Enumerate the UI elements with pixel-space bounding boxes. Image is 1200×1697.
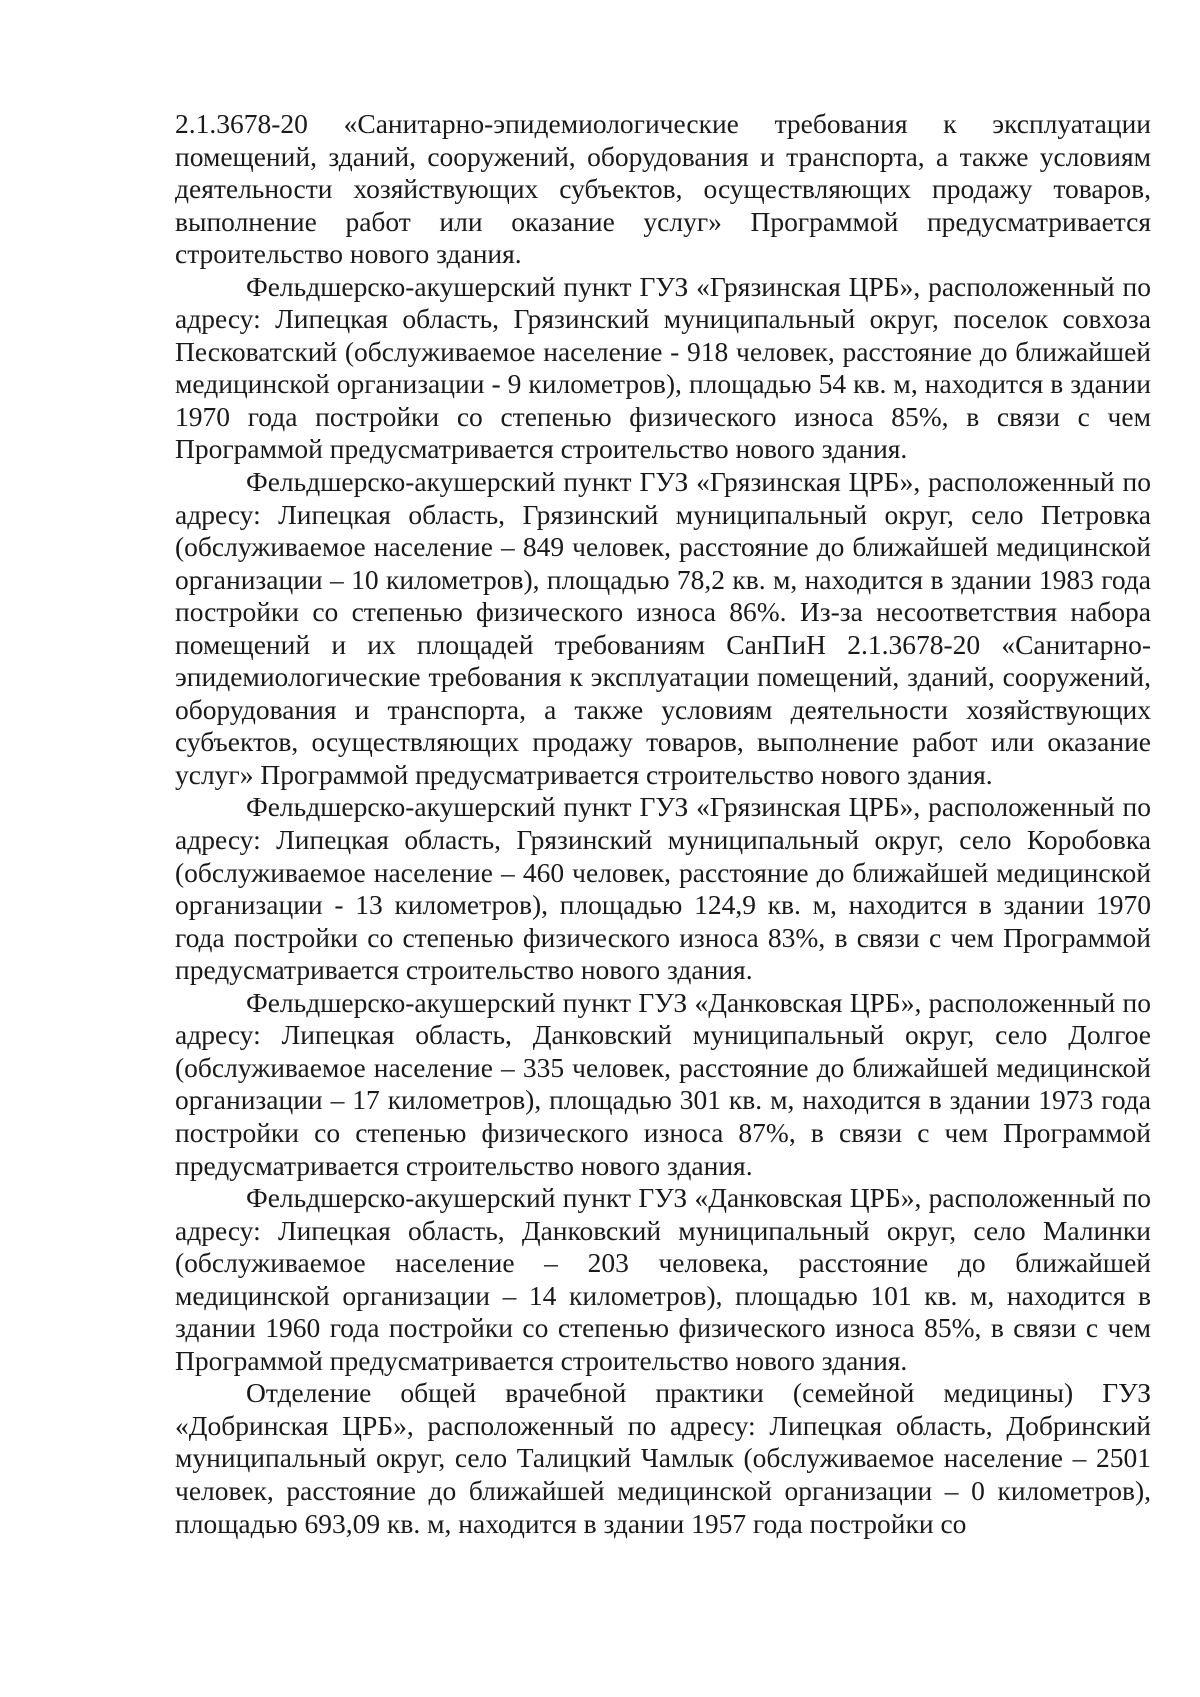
paragraph-fap-malinki: Фельдшерско-акушерский пункт ГУЗ «Данковская ЦРБ», расположенный по адресу: Липецкая область, Данковский муниципальный округ, село Малинки (обслуживаемое население – 203 человека, расстояние до ближайшей медицинской организации – 14 километров), площадью 101 кв. м, находится в здании 1960 года постройки со степенью физического износа 85%, в связи с чем Программой предусматривается строительство нового здания.	[175, 1182, 1151, 1376]
document-page	[175, 108, 1151, 1540]
paragraph-fap-petrovka: Фельдшерско-акушерский пункт ГУЗ «Грязинская ЦРБ», расположенный по адресу: Липецкая область, Грязинский муниципальный округ, село Петровка (обслуживаемое население – 849 человек, расстояние до ближайшей медицинской организации – 10 километров), площадью 78,2 кв. м, находится в здании 1983 года постройки со степенью физического износа 86%. Из-за несоответствия набора помещений и их площадей требованиям СанПиН 2.1.3678-20 «Санитарно-эпидемиологические требования к эксплуатации помещений, зданий, сооружений, оборудования и транспорта, а также условиям деятельности хозяйствующих субъектов, осуществляющих продажу товаров, выполнение работ или оказание услуг» Программой предусматривается строительство нового здания.	[175, 466, 1151, 790]
paragraph-fap-peskovatsky: Фельдшерско-акушерский пункт ГУЗ «Грязинская ЦРБ», расположенный по адресу: Липецкая область, Грязинский муниципальный округ, поселок совхоза Песковатский (обслуживаемое население - 918 человек, расстояние до ближайшей медицинской организации - 9 километров), площадью 54 кв. м, находится в здании 1970 года постройки со степенью физического износа 85%, в связи с чем Программой предусматривается строительство нового здания.	[175, 270, 1151, 465]
paragraph-fap-korobovka: Фельдшерско-акушерский пункт ГУЗ «Грязинская ЦРБ», расположенный по адресу: Липецкая область, Грязинский муниципальный округ, село Коробовка (обслуживаемое население – 460 человек, расстояние до ближайшей медицинской организации - 13 километров), площадью 124,9 кв. м, находится в здании 1970 года постройки со степенью физического износа 83%, в связи с чем Программой предусматривается строительство нового здания.	[175, 791, 1151, 986]
paragraph-sanpin-continuation: 2.1.3678-20 «Санитарно-эпидемиологические требования к эксплуатации помещений, зданий, сооружений, оборудования и транспорта, а также условиям деятельности хозяйствующих субъектов, осуществляющих продажу товаров, выполнение работ или оказание услуг» Программой предусматривается строительство нового здания.	[175, 108, 1151, 270]
paragraph-fap-dolgoe: Фельдшерско-акушерский пункт ГУЗ «Данковская ЦРБ», расположенный по адресу: Липецкая область, Данковский муниципальный округ, село Долгое (обслуживаемое население – 335 человек, расстояние до ближайшей медицинской организации – 17 километров), площадью 301 кв. м, находится в здании 1973 года постройки со степенью физического износа 87%, в связи с чем Программой предусматривается строительство нового здания.	[175, 986, 1151, 1181]
paragraph-ovp-talitsky-chamlyk: Отделение общей врачебной практики (семейной медицины) ГУЗ «Добринская ЦРБ», расположенный по адресу: Липецкая область, Добринский муниципальный округ, село Талицкий Чамлык (обслуживаемое население – 2501 человек, расстояние до ближайшей медицинской организации – 0 километров), площадью 693,09 кв. м, находится в здании 1957 года постройки со	[175, 1377, 1151, 1539]
